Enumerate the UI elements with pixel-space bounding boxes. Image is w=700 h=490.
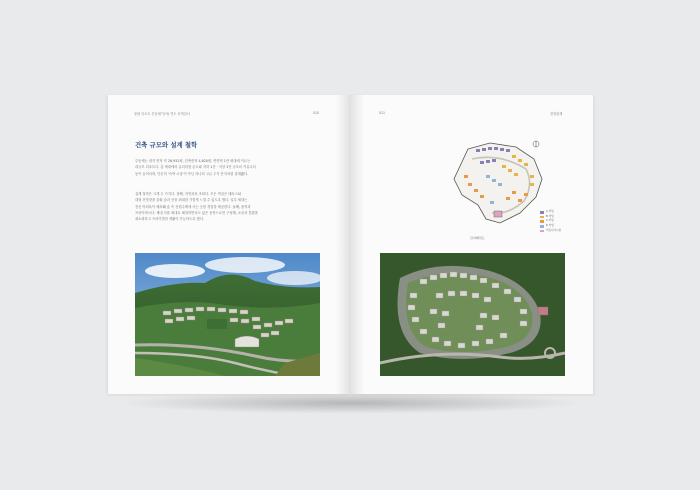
legend-swatch [540,225,544,228]
paragraph-line: 대형 전망창을 갖춰 숲과 산을 최대한 가깝게 느낄 수 있도록 했다. 일부 세대는 [135,198,248,203]
site-plan-caption: 단지배치도 [470,236,485,240]
aerial-photo-resort-hillside [135,253,320,376]
legend-swatch [540,216,544,219]
paragraph-line: 대규모 리조트다. 총 세대에의 유리리엄 콘도와 지하 1층 · 지상 3층 규모의 커뮤니티 [135,165,256,170]
right-page [350,95,593,394]
paragraph-line: 루송체는 대지 면적 약 26,952평, 건축면적 4,620평, 연면적 1만 평대에 이르는 [135,159,251,163]
legend-swatch [540,230,544,233]
left-running-head: 용평 리조트 루송체기(아) 연도 산책설서 [134,112,190,116]
site-plan-legend [540,210,561,234]
legend-swatch [540,211,544,214]
legend-label: 커뮤니티시설 [546,228,562,232]
paragraph-2 [135,191,305,222]
paragraph-line: 프라이버시다. 세대 사를 최대로 배정하면서도 넓은 동영으로만 구성해, 소음과 혼잡을 [135,210,258,215]
paragraph-1 [135,158,305,177]
legend-label: C 타입 [546,219,554,223]
legend-item [540,229,561,234]
site-plan-diagram [450,135,550,233]
paragraph-line: 설계 철학은 크게 두 가지다. 첫째, 자연과의 조화다. 모든 객실은 테라스와 [135,192,241,196]
legend-label: D 타입 [546,224,554,228]
paragraph-line: 전신 야외욕이 배치돼 숲 속 전원주택에 사는 듯한 경험을 제공한다. 둘째, 품격과 [135,204,251,209]
aerial-photo-top-down [380,253,565,376]
right-page-number: 011 [379,111,386,115]
right-running-head: 현장취재 [550,112,563,116]
legend-swatch [540,220,544,223]
left-page [108,95,350,394]
book-shadow [116,392,586,414]
section-title: 건축 규모와 설계 철학 [135,141,198,149]
paragraph-line: 최소화하고 프라이빗한 생활이 가능하도록 했다. [135,217,204,222]
left-page-number: 010 [313,111,320,115]
paragraph-line: 동이 들어서며, 단순히 '숙박 시설'이 아닌 하나의 고급 주거 단지처럼 설계됐다. [135,171,249,176]
legend-label: A 타입 [546,210,554,213]
legend-label: B 타입 [546,214,554,218]
